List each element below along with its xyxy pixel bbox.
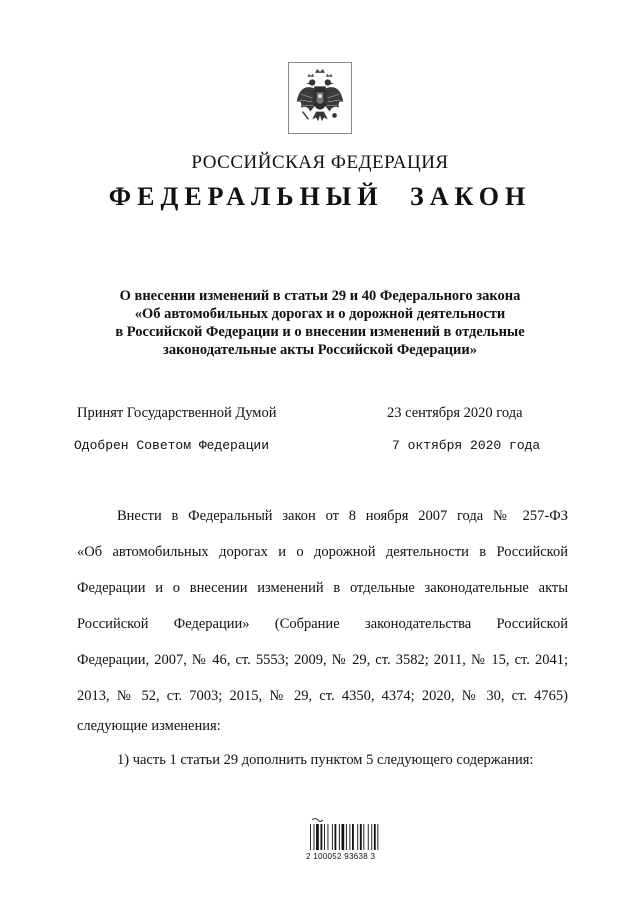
barcode-bar bbox=[346, 824, 347, 850]
barcode-icon bbox=[306, 818, 392, 880]
barcode-bar bbox=[374, 824, 376, 850]
law-title bbox=[60, 287, 580, 359]
body-line: Российской Федерации» (Собрание законодательства Российской bbox=[77, 616, 568, 632]
barcode-bar bbox=[335, 824, 337, 850]
barcode-bar bbox=[349, 824, 350, 850]
barcode-bar bbox=[363, 824, 364, 850]
barcode-bar bbox=[357, 824, 358, 850]
barcode-bar bbox=[310, 824, 311, 850]
barcode-bar bbox=[321, 824, 323, 850]
document-type: ФЕДЕРАЛЬНЫЙ ЗАКОН bbox=[108, 182, 532, 211]
body-line: Федерации, 2007, № 46, ст. 5553; 2009, № 29, ст. 3582; 2011, № 15, ст. 2041; bbox=[77, 652, 568, 668]
law-title-line: «Об автомобильных дорогах и о дорожной деятельности bbox=[134, 306, 506, 322]
barcode-bar bbox=[332, 824, 333, 850]
barcode-bar bbox=[339, 824, 340, 850]
law-title-line: О внесении изменений в статьи 29 и 40 Федерального закона bbox=[119, 288, 521, 304]
barcode-bar bbox=[324, 824, 325, 850]
council-approval-label: Одобрен Советом Федерации bbox=[74, 438, 270, 453]
barcode-bar bbox=[352, 824, 354, 850]
duma-adoption-label: Принят Государственной Думой bbox=[77, 405, 277, 421]
body-line: следующие изменения: bbox=[77, 718, 221, 734]
body-line: 2013, № 52, ст. 7003; 2015, № 29, ст. 4350, 4374; 2020, № 30, ст. 4765) bbox=[77, 688, 568, 704]
law-title-line: законодательные акты Российской Федерации» bbox=[163, 342, 477, 358]
body-line: «Об автомобильных дорогах и о дорожной деятельности в Российской bbox=[77, 544, 568, 560]
barcode-bar bbox=[377, 824, 378, 850]
coat-of-arms-icon bbox=[288, 62, 352, 134]
barcode-bar bbox=[328, 824, 329, 850]
body-line: Федерации и о внесении изменений в отдельные законодательные акты bbox=[77, 580, 568, 596]
barcode-bar bbox=[342, 824, 345, 850]
barcode-bar bbox=[316, 824, 319, 850]
duma-adoption-date: 23 сентября 2020 года bbox=[387, 405, 523, 421]
law-title-line: в Российской Федерации и о внесении изменений в отдельные bbox=[115, 324, 525, 340]
barcode-bar bbox=[368, 824, 369, 850]
body-line: 1) часть 1 статьи 29 дополнить пунктом 5 следующего содержания: bbox=[117, 752, 534, 768]
council-approval-date: 7 октября 2020 года bbox=[392, 438, 541, 453]
body-line: Внести в Федеральный закон от 8 ноября 2007 года № 257-ФЗ bbox=[117, 508, 568, 524]
barcode-bar bbox=[360, 824, 362, 850]
barcode-number: 2 100052 93638 3 bbox=[306, 852, 376, 861]
barcode-bar bbox=[314, 824, 315, 850]
barcode-bar bbox=[371, 824, 372, 850]
country-name: РОССИЙСКАЯ ФЕДЕРАЦИЯ bbox=[191, 152, 449, 173]
